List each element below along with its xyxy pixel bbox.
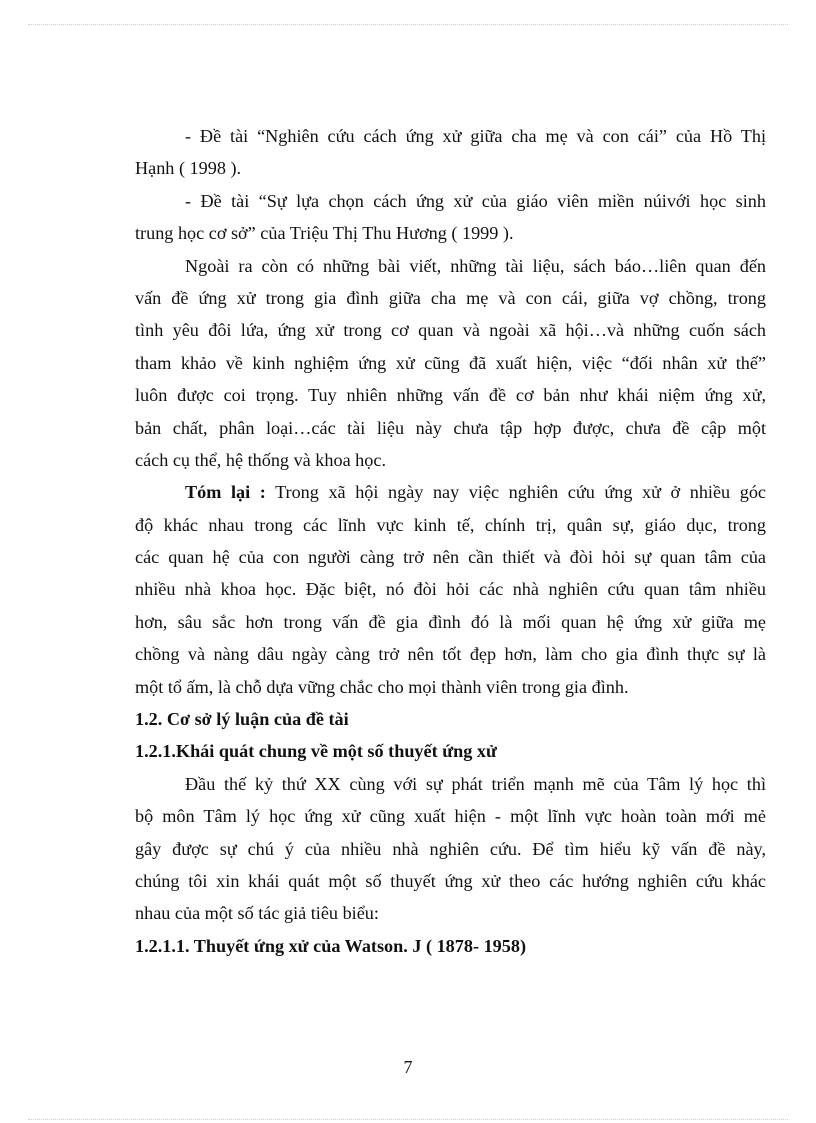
summary-line [135, 476, 766, 508]
paragraph-line: gây được sự chú ý của nhiều nhà nghiên cứu. Để tìm hiểu kỹ vấn đề này, [135, 838, 766, 859]
paragraph-line: - Đề tài “Sự lựa chọn cách ứng xử của giáo viên miền núivới học sinh [185, 190, 766, 211]
paragraph-line: chúng tôi xin khái quát một số thuyết ứng xử theo các hướng nghiên cứu khác [135, 870, 766, 891]
paragraph-line: tham khảo về kinh nghiệm ứng xử cũng đã xuất hiện, việc “đối nhân xử thế” [135, 352, 766, 373]
paragraph-line: hơn, sâu sắc hơn trong vấn đề gia đình đó là mối quan hệ ứng xử giữa mẹ [135, 611, 766, 632]
paragraph-line: tình yêu đôi lứa, ứng xử trong cơ quan và ngoài xã hội…và những cuốn sách [135, 320, 766, 341]
paragraph-line: chồng và nàng dâu ngày càng trở nên tốt đẹp hơn, làm cho gia đình thực sự là [135, 644, 766, 665]
paragraph-line: Đầu thế kỷ thứ XX cùng với sự phát triển mạnh mẽ của Tâm lý học thì [185, 773, 766, 794]
paragraph-line: Hạnh ( 1998 ). [135, 158, 242, 179]
summary-text: Trong xã hội ngày nay việc nghiên cứu ứng xử ở nhiều góc [265, 482, 766, 503]
paragraph-line: một tổ ấm, là chỗ dựa vững chắc cho mọi thành viên trong gia đình. [135, 676, 629, 697]
paragraph-line: các quan hệ của con người càng trở nên cần thiết và đòi hỏi sự quan tâm của [135, 547, 766, 568]
document-body [135, 120, 766, 962]
subsubsection-heading: 1.2.1.1. Thuyết ứng xử của Watson. J ( 1878- 1958) [135, 935, 527, 956]
paragraph-line: bản chất, phân loại…các tài liệu này chưa tập hợp được, chưa đề cập một [135, 417, 766, 438]
paragraph-line: bộ môn Tâm lý học ứng xử cũng xuất hiện - một lĩnh vực hoàn toàn mới mẻ [135, 806, 766, 827]
paragraph-line: độ khác nhau trong các lĩnh vực kinh tế, chính trị, quân sự, giáo dục, trong [135, 514, 766, 535]
paragraph-line: luôn được coi trọng. Tuy nhiên những vấn đề cơ bản như khái niệm ứng xử, [135, 385, 766, 406]
page-number: 7 [403, 1057, 413, 1077]
subsection-heading: 1.2.1.Khái quát chung về một số thuyết ứng xử [135, 741, 497, 762]
paragraph-line: Ngoài ra còn có những bài viết, những tài liệu, sách báo…liên quan đến [185, 255, 766, 276]
paragraph-line: nhiều nhà khoa học. Đặc biệt, nó đòi hỏi các nhà nghiên cứu quan tâm nhiều [135, 579, 766, 600]
section-heading: 1.2. Cơ sở lý luận của đề tài [135, 709, 349, 730]
paragraph-line: cách cụ thể, hệ thống và khoa học. [135, 449, 386, 470]
paragraph-line: - Đề tài “Nghiên cứu cách ứng xử giữa cha mẹ và con cái” của Hồ Thị [185, 126, 766, 146]
paragraph-line: trung học cơ sở” của Triệu Thị Thu Hương ( 1999 ). [135, 223, 514, 244]
summary-lead: Tóm lại : [185, 482, 266, 503]
paragraph-line: vấn đề ứng xử trong gia đình giữa cha mẹ và con cái, giữa vợ chồng, trong [135, 287, 766, 308]
paragraph-line: nhau của một số tác giả tiêu biểu: [135, 903, 379, 924]
